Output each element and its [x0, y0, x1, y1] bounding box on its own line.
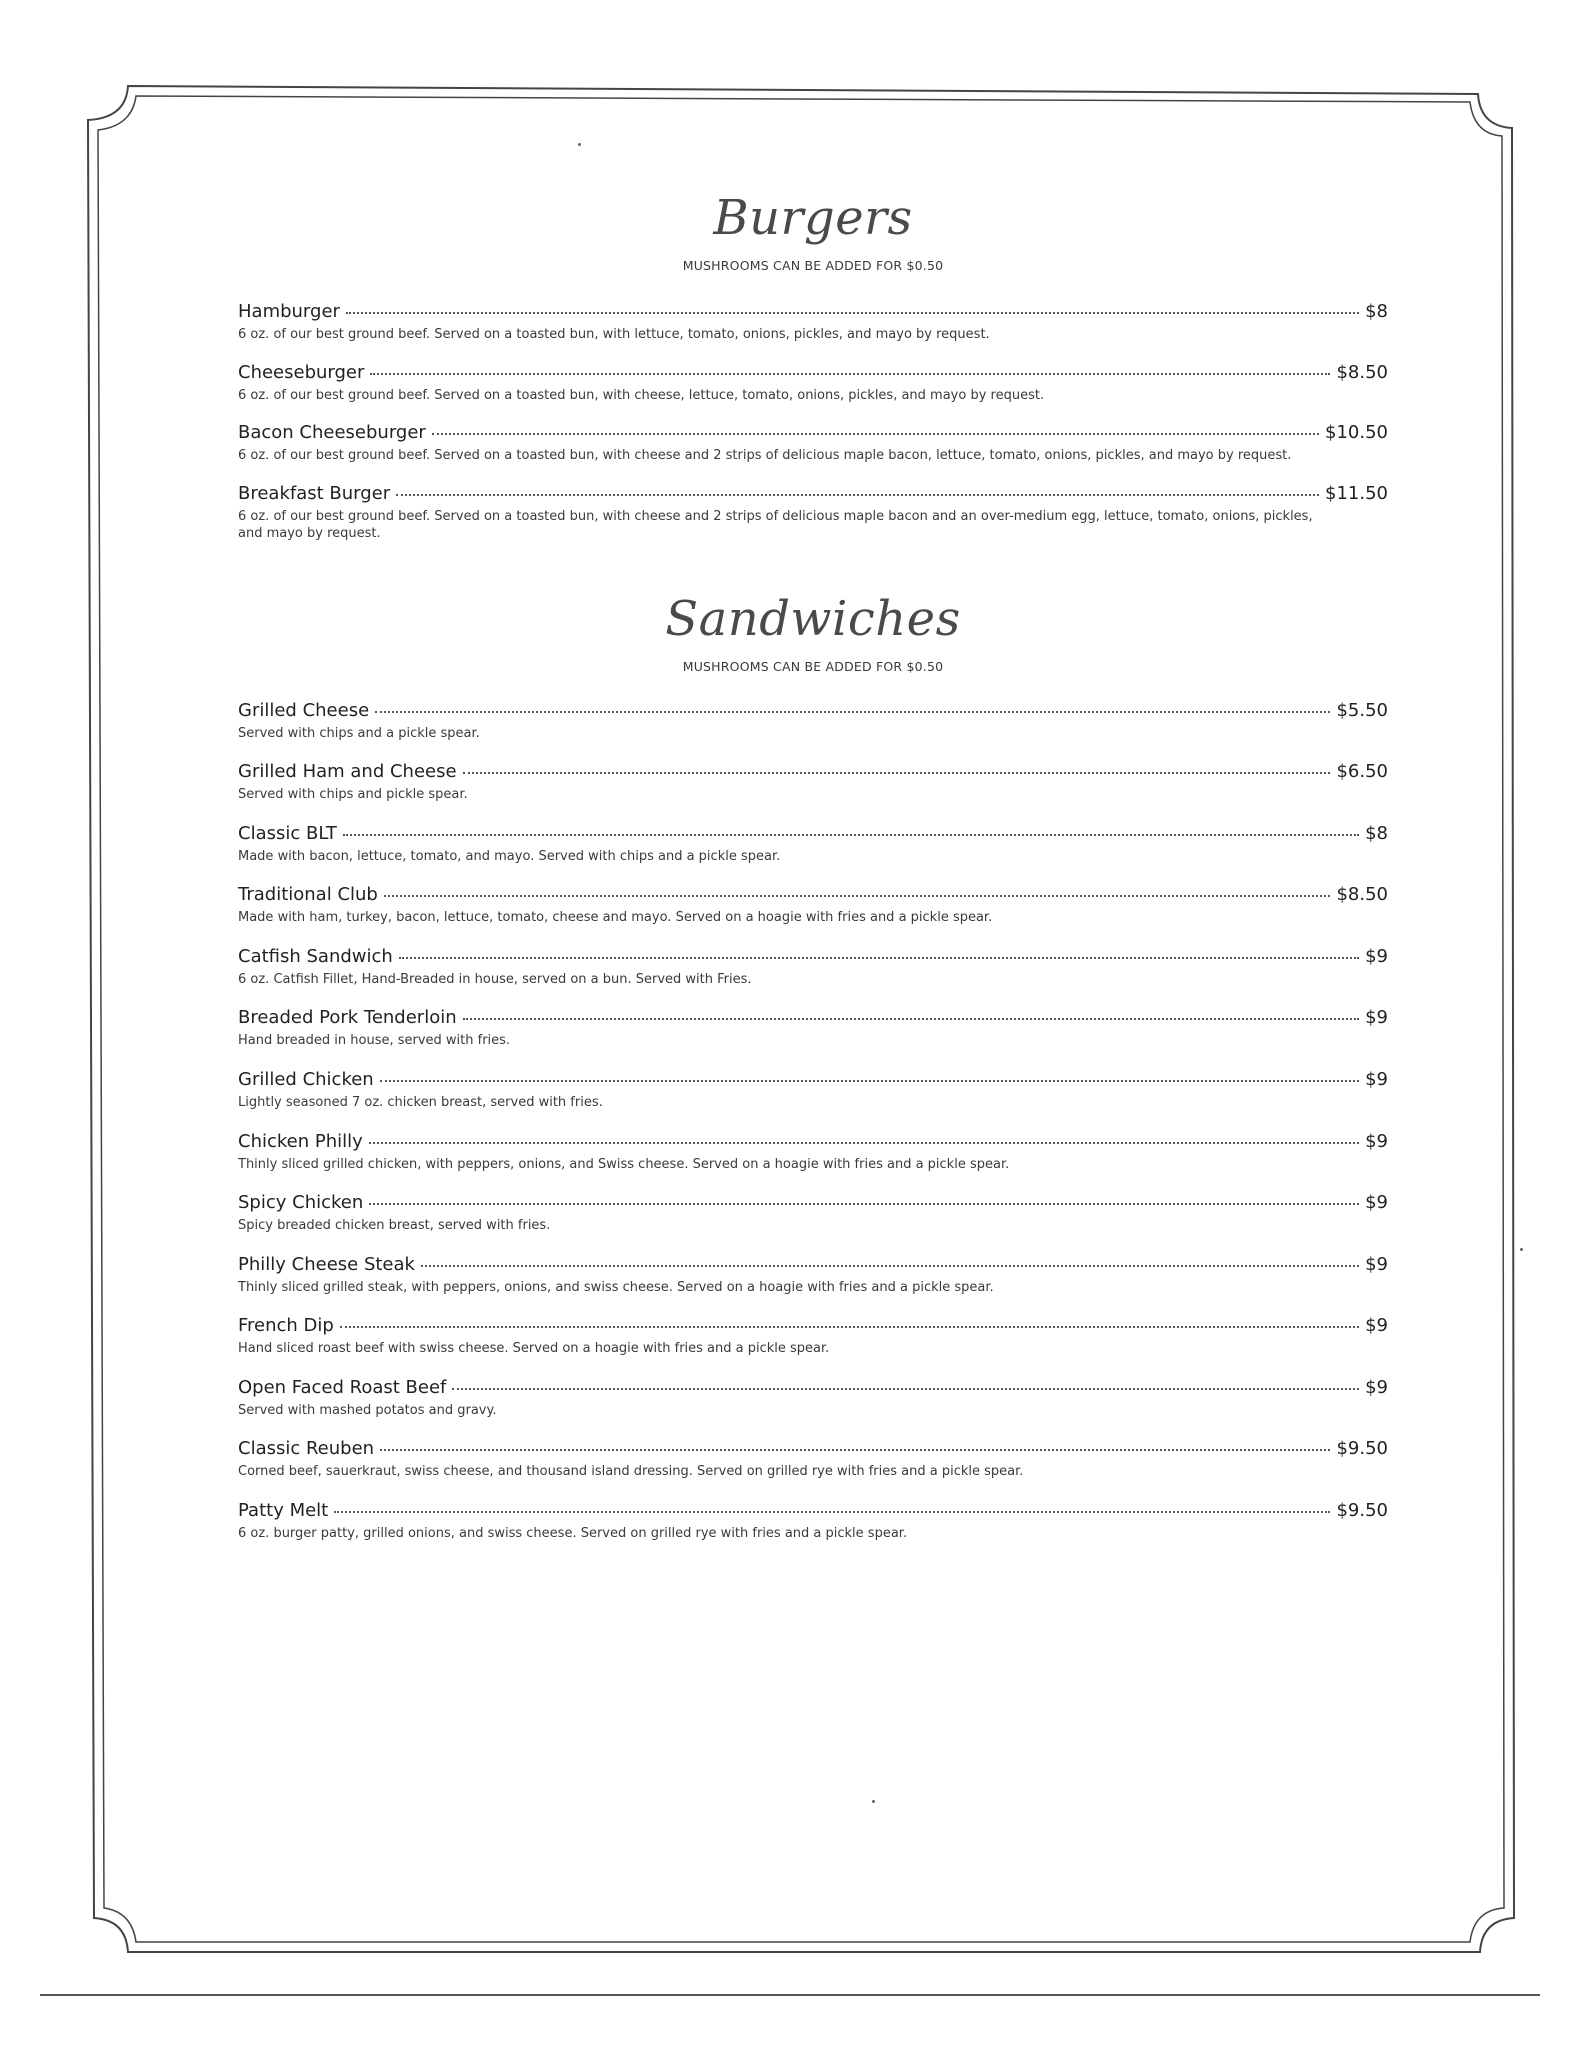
dotted-leader: [463, 1018, 1359, 1020]
menu-item-description: 6 oz. of our best ground beef. Served on a toasted bun, with cheese and 2 strips of delicious maple bacon and an over-medium egg, lettuce, tomato, onions, pickles, and mayo by request.: [238, 508, 1313, 542]
dotted-leader: [334, 1511, 1330, 1513]
menu-item: [238, 1007, 1388, 1050]
menu-item-price: $6.50: [1336, 761, 1388, 783]
dotted-leader: [452, 1388, 1359, 1390]
dotted-leader: [380, 1449, 1330, 1451]
menu-item-line: [238, 1007, 1388, 1028]
sandwiches-section: [238, 591, 1388, 1543]
menu-item-description: Served with mashed potatos and gravy.: [238, 1402, 497, 1418]
scan-speck: [872, 1800, 875, 1803]
menu-item-price: $10.50: [1325, 422, 1388, 444]
menu-item: [238, 1131, 1388, 1174]
dotted-leader: [380, 1080, 1359, 1082]
menu-item: [238, 362, 1388, 405]
menu-item-line: [238, 823, 1388, 844]
menu-item-price: $9.50: [1336, 1438, 1388, 1460]
menu-item-price: $9: [1365, 1315, 1388, 1337]
menu-item: [238, 1500, 1388, 1543]
menu-item: [238, 1192, 1388, 1235]
dotted-leader: [343, 834, 1359, 836]
menu-item-price: $9.50: [1336, 1499, 1388, 1521]
scan-speck: [578, 143, 581, 146]
menu-item-price: $9: [1365, 1192, 1388, 1214]
menu-item-name: Breaded Pork Tenderloin: [238, 1007, 457, 1029]
menu-item-description: 6 oz. of our best ground beef. Served on a toasted bun, with cheese, lettuce, tomato, onions, pickles, and mayo by request.: [238, 387, 1045, 403]
menu-item-price: $9: [1365, 1007, 1388, 1029]
menu-item-description: Served with chips and a pickle spear.: [238, 725, 480, 741]
menu-item: [238, 884, 1388, 927]
menu-item: [238, 1069, 1388, 1112]
bottom-rule: [40, 1994, 1540, 1996]
menu-item-price: $9: [1365, 1069, 1388, 1091]
menu-item-name: Open Faced Roast Beef: [238, 1376, 447, 1398]
menu-item-name: Hamburger: [238, 301, 340, 322]
menu-item-description: Thinly sliced grilled chicken, with peppers, onions, and Swiss cheese. Served on a hoagie with fries and a pickle spear.: [238, 1156, 1010, 1172]
menu-item-line: [238, 884, 1388, 905]
menu-item-description: Hand breaded in house, served with fries.: [238, 1033, 511, 1049]
menu-item: [238, 761, 1388, 804]
menu-item-name: Philly Cheese Steak: [238, 1253, 415, 1275]
menu-item: [238, 1438, 1388, 1481]
dotted-leader: [421, 1265, 1359, 1267]
menu-item-line: [238, 362, 1388, 383]
menu-item: [238, 700, 1388, 743]
dotted-leader: [432, 433, 1319, 435]
dotted-leader: [396, 494, 1319, 496]
dotted-leader: [399, 957, 1359, 959]
dotted-leader: [369, 1203, 1359, 1205]
menu-item-line: [238, 1131, 1388, 1152]
menu-item-description: 6 oz. burger patty, grilled onions, and swiss cheese. Served on grilled rye with fries and a pickle spear.: [238, 1525, 908, 1541]
scan-speck: [1520, 1248, 1523, 1251]
menu-item-name: Grilled Cheese: [238, 699, 370, 721]
menu-item-line: [238, 1377, 1388, 1398]
menu-item-line: [238, 1315, 1388, 1336]
menu-item-description: 6 oz. of our best ground beef. Served on a toasted bun, with lettuce, tomato, onions, pickles, and mayo by request.: [238, 327, 990, 342]
menu-item-description: Thinly sliced grilled steak, with peppers, onions, and swiss cheese. Served on a hoagie with fries and a pickle spear.: [238, 1279, 994, 1295]
menu-item-price: $9: [1365, 1253, 1388, 1275]
menu-item: [238, 1254, 1388, 1297]
menu-item-name: Chicken Philly: [238, 1130, 363, 1152]
menu-item-description: 6 oz. Catfish Fillet, Hand-Breaded in house, served on a bun. Served with Fries.: [238, 971, 752, 987]
menu-item: [238, 483, 1388, 543]
menu-item: [238, 823, 1388, 866]
menu-item-price: $8: [1365, 301, 1388, 322]
menu-item-name: Spicy Chicken: [238, 1192, 364, 1214]
dotted-leader: [346, 312, 1359, 314]
menu-item-price: $8.50: [1336, 361, 1388, 383]
menu-item-line: [238, 1254, 1388, 1275]
menu-item-line: [238, 761, 1388, 782]
menu-item-price: $5.50: [1336, 699, 1388, 721]
menu-item-name: Traditional Club: [238, 884, 378, 906]
menu-item-price: $11.50: [1325, 482, 1388, 504]
menu-item-line: [238, 483, 1388, 504]
section-title-sandwiches: Sandwiches: [665, 590, 961, 647]
dotted-leader: [370, 373, 1330, 375]
menu-item-line: [238, 946, 1388, 967]
section-title-burgers: Burgers: [713, 190, 913, 246]
menu-item: [238, 422, 1388, 465]
menu-item-line: [238, 301, 1388, 322]
menu-item-line: [238, 1069, 1388, 1090]
menu-item-price: $9: [1365, 1376, 1388, 1398]
menu-item-description: Spicy breaded chicken breast, served with fries.: [238, 1218, 551, 1234]
dotted-leader: [340, 1326, 1359, 1328]
menu-item-line: [238, 700, 1388, 721]
dotted-leader: [463, 772, 1331, 774]
burgers-items: [238, 301, 1388, 543]
menu-item: [238, 946, 1388, 989]
menu-item-description: Corned beef, sauerkraut, swiss cheese, and thousand island dressing. Served on grilled rye with fries and a pickle spear.: [238, 1464, 1024, 1480]
dotted-leader: [384, 895, 1331, 897]
menu-item-line: [238, 1192, 1388, 1213]
section-note-burgers: MUSHROOMS CAN BE ADDED FOR $0.50: [682, 258, 944, 273]
dotted-leader: [369, 1142, 1359, 1144]
menu-item-line: [238, 1438, 1388, 1459]
menu-item-name: Classic BLT: [238, 822, 337, 844]
menu-item: [238, 1315, 1388, 1358]
menu-item-name: Bacon Cheeseburger: [238, 422, 426, 444]
menu-content: [238, 190, 1388, 1561]
menu-item-line: [238, 1500, 1388, 1521]
menu-item-description: Made with ham, turkey, bacon, lettuce, tomato, cheese and mayo. Served on a hoagie with fries and a pickle spear.: [238, 910, 993, 926]
menu-item-name: Catfish Sandwich: [238, 945, 393, 967]
menu-item-price: $9: [1365, 945, 1388, 967]
menu-item-name: Cheeseburger: [238, 361, 365, 383]
menu-item-price: $8: [1365, 822, 1388, 844]
menu-item-name: Breakfast Burger: [238, 482, 391, 504]
menu-item-description: Served with chips and pickle spear.: [238, 787, 468, 803]
menu-item: [238, 301, 1388, 344]
menu-item-name: Grilled Chicken: [238, 1069, 374, 1091]
menu-item-description: 6 oz. of our best ground beef. Served on a toasted bun, with cheese and 2 strips of delicious maple bacon, lettuce, tomato, onions, pickles, and mayo by request.: [238, 448, 1292, 464]
section-note-sandwiches: MUSHROOMS CAN BE ADDED FOR $0.50: [682, 658, 944, 674]
menu-item-price: $9: [1365, 1130, 1388, 1152]
menu-item-name: Classic Reuben: [238, 1438, 375, 1460]
menu-item-description: Made with bacon, lettuce, tomato, and mayo. Served with chips and a pickle spear.: [238, 848, 781, 864]
menu-item-name: French Dip: [238, 1315, 334, 1337]
menu-item-name: Grilled Ham and Cheese: [238, 761, 457, 783]
menu-item-description: Lightly seasoned 7 oz. chicken breast, served with fries.: [238, 1095, 603, 1111]
menu-item-name: Patty Melt: [238, 1499, 329, 1521]
burgers-section: [238, 190, 1388, 543]
dotted-leader: [375, 711, 1330, 713]
menu-item: [238, 1377, 1388, 1420]
sandwiches-items: [238, 700, 1388, 1543]
menu-item-price: $8.50: [1336, 884, 1388, 906]
menu-item-line: [238, 422, 1388, 443]
menu-item-description: Hand sliced roast beef with swiss cheese. Served on a hoagie with fries and a pickle spear.: [238, 1341, 830, 1357]
